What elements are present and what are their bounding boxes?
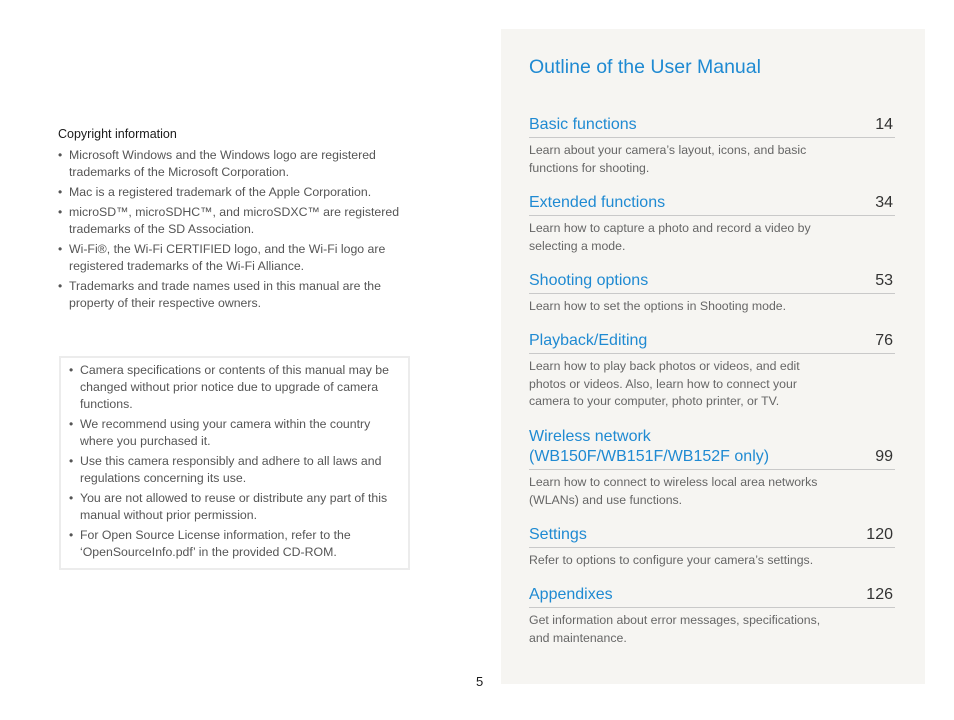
toc-entry-title[interactable]: Settings: [529, 526, 587, 543]
toc-entry-description: Refer to options to configure your camera’s settings.: [529, 553, 814, 567]
toc-entry-description: Learn how to set the options in Shooting mode.: [529, 299, 787, 313]
toc-entry-title[interactable]: Shooting options: [529, 272, 649, 289]
list-item: • microSD™, microSDHC™, and microSDXC™ are registered trademarks of the SD Association.: [58, 205, 400, 236]
list-item: • Use this camera responsibly and adhere to all laws and regulations concerning its use.: [69, 454, 382, 485]
toc-entry-basic-functions[interactable]: [529, 115, 895, 193]
bullet-icon: •: [69, 528, 74, 542]
bullet-icon: •: [58, 205, 63, 219]
list-item: • Wi-Fi®, the Wi-Fi CERTIFIED logo, and the Wi-Fi logo are registered trademarks of the Wi-Fi Alliance.: [58, 242, 386, 273]
list-item: • Trademarks and trade names used in this manual are the property of their respective owners.: [58, 279, 381, 310]
toc-entry-settings[interactable]: [529, 525, 895, 585]
toc-entry-playback-editing[interactable]: [529, 331, 895, 427]
toc-entry-description: Learn about your camera’s layout, icons, and basic functions for shooting.: [529, 143, 807, 175]
bullet-icon: •: [58, 185, 63, 199]
notice-box: [59, 356, 410, 570]
toc-entry-title[interactable]: Basic functions: [529, 116, 637, 133]
toc-entry-header: [529, 271, 895, 294]
toc-entry-page[interactable]: 53: [875, 272, 893, 289]
outline-panel: [501, 29, 925, 684]
list-item: • For Open Source License information, refer to the ‘OpenSourceInfo.pdf’ in the provided CD-ROM.: [69, 528, 351, 559]
toc-entry-page[interactable]: 14: [875, 116, 893, 133]
notice-list: [69, 362, 400, 561]
list-item: • Microsoft Windows and the Windows logo are registered trademarks of the Microsoft Corporation.: [58, 148, 376, 179]
bullet-icon: •: [69, 363, 74, 377]
bullet-icon: •: [69, 491, 74, 505]
toc-entry-page[interactable]: 76: [875, 332, 893, 349]
list-item: • We recommend using your camera within the country where you purchased it.: [69, 417, 371, 448]
toc-entry-shooting-options[interactable]: [529, 271, 895, 331]
toc-entry-page[interactable]: 99: [875, 448, 893, 465]
toc-entry-wireless-network[interactable]: [529, 427, 895, 525]
toc-entry-title[interactable]: Appendixes: [529, 586, 613, 603]
list-item: • You are not allowed to reuse or distribute any part of this manual without prior permission.: [69, 491, 388, 522]
toc-entry-extended-functions[interactable]: [529, 193, 895, 271]
toc-entry-header: [529, 585, 895, 608]
table-of-contents: [529, 115, 895, 655]
toc-entry-description: Get information about error messages, specifications, and maintenance.: [529, 613, 821, 645]
toc-entry-description: Learn how to connect to wireless local area networks (WLANs) and use functions.: [529, 475, 818, 507]
toc-entry-page[interactable]: 126: [866, 586, 893, 603]
bullet-icon: •: [69, 454, 74, 468]
bullet-icon: •: [58, 279, 63, 293]
list-item: • Mac is a registered trademark of the Apple Corporation.: [58, 185, 372, 199]
toc-entry-header: [529, 525, 895, 548]
copyright-list: [58, 147, 418, 312]
toc-entry-title[interactable]: Playback/Editing: [529, 332, 648, 349]
toc-entry-header: [529, 115, 895, 138]
toc-entry-title[interactable]: Extended functions: [529, 194, 666, 211]
outline-title: Outline of the User Manual: [529, 56, 761, 78]
bullet-icon: •: [58, 148, 63, 162]
toc-entry-header: [529, 427, 895, 470]
toc-entry-appendixes[interactable]: [529, 585, 895, 655]
toc-entry-title-line2: (WB150F/WB151F/WB152F only): [529, 448, 770, 465]
toc-entry-description: Learn how to play back photos or videos, and edit photos or videos. Also, learn how to connect your camera to your computer, photo printer, or TV.: [529, 359, 800, 408]
toc-entry-page[interactable]: 120: [866, 526, 893, 543]
bullet-icon: •: [69, 417, 74, 431]
copyright-section: [58, 126, 418, 315]
list-item: • Camera specifications or contents of this manual may be changed without prior notice due to upgrade of camera functions.: [69, 363, 389, 411]
toc-entry-title-line1: Wireless network: [529, 428, 651, 445]
toc-entry-title[interactable]: [529, 427, 769, 467]
copyright-heading: Copyright information: [58, 127, 177, 141]
toc-entry-page[interactable]: 34: [875, 194, 893, 211]
toc-entry-description: Learn how to capture a photo and record a video by selecting a mode.: [529, 221, 811, 253]
toc-entry-header: [529, 331, 895, 354]
toc-entry-header: [529, 193, 895, 216]
page-number: 5: [476, 674, 484, 689]
bullet-icon: •: [58, 242, 63, 256]
